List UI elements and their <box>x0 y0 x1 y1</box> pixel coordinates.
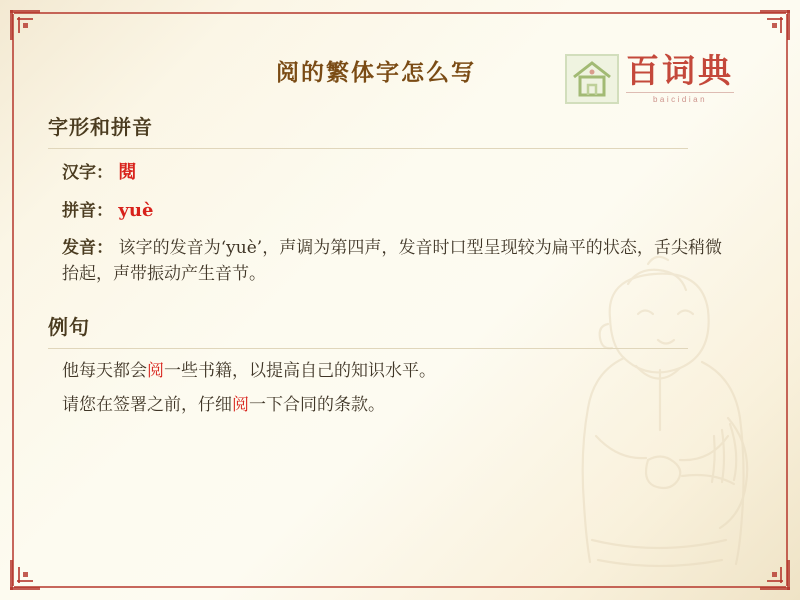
field-label: 汉字： <box>62 163 113 183</box>
field-value: 閱 <box>118 162 137 183</box>
field-pronunciation <box>62 235 722 288</box>
section-examples <box>48 311 744 418</box>
example-text-before: 请您在签署之前，仔细 <box>62 394 232 415</box>
section-heading: 字形和拼音 <box>48 111 688 149</box>
field-label: 发音： <box>62 237 114 258</box>
example-text-after: 一下合同的条款。 <box>249 394 385 415</box>
page-title: 阅的繁体字怎么写 <box>276 59 476 86</box>
field-label: 拼音： <box>62 200 113 221</box>
frame-border-bottom <box>14 586 786 588</box>
example-text-after: 一些书籍，以提高自己的知识水平。 <box>164 361 436 382</box>
field-value: yuè <box>118 199 154 221</box>
example-highlight: 阅 <box>232 394 249 415</box>
section-heading: 例句 <box>48 311 688 349</box>
field-hanzi <box>62 159 744 187</box>
example-list <box>56 359 744 418</box>
list-item <box>62 359 744 385</box>
logo-name: 百词典 <box>626 51 734 91</box>
list-item <box>62 393 744 419</box>
corner-ornament-icon <box>760 560 790 590</box>
corner-ornament-icon <box>10 560 40 590</box>
field-pinyin <box>62 197 744 225</box>
logo-pinyin: baicidian <box>626 92 734 104</box>
field-value: 该字的发音为‘yuè’，声调为第四声，发音时口型呈现较为扁平的状态，舌尖稍微抬起，声带振动产生音节。 <box>62 237 723 285</box>
section-glyph-and-pinyin <box>48 111 744 287</box>
example-highlight: 阅 <box>147 361 164 382</box>
example-text-before: 他每天都会 <box>62 361 147 382</box>
